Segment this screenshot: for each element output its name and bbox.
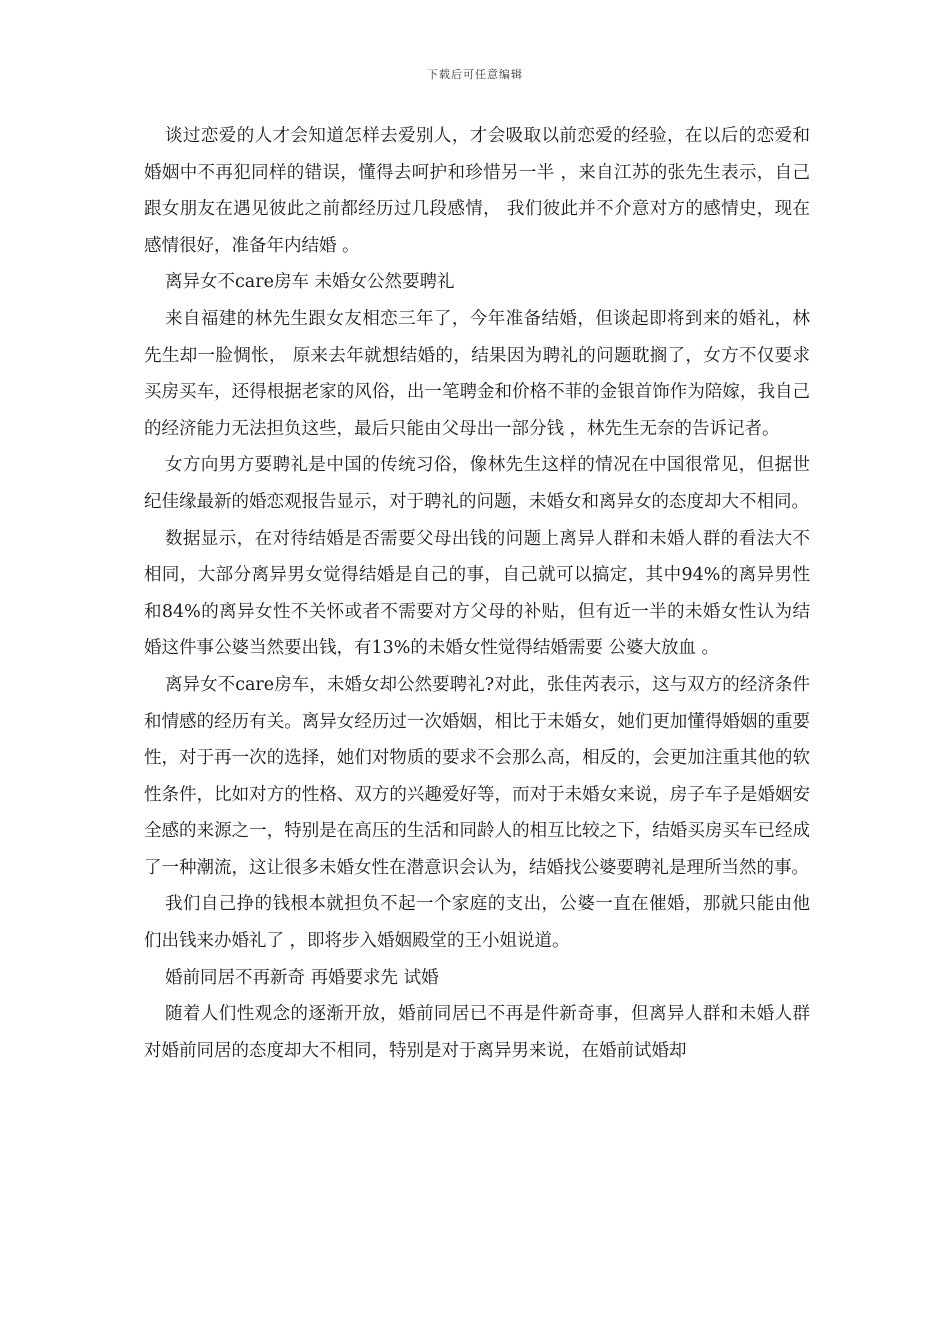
section-heading: 婚前同居不再新奇 再婚要求先 试婚 (165, 967, 439, 988)
paragraph: 来自福建的林先生跟女友相恋三年了，今年准备结婚，但谈起即将到来的婚礼，林先生却一脸惆怅， 原来去年就想结婚的，结果因为聘礼的问题耽搁了，女方不仅要求买房买车，还得根据老家的风俗，出一笔聘金和价格不菲的金银首饰作为陪嫁，我自己的经济能力无法担负这些，最后只能由父母出一部分钱 ，林先生无奈的告诉记者。 (144, 308, 810, 439)
page-header: 下载后可任意编辑 (427, 68, 523, 81)
paragraph: 离异女不care房车，未婚女却公然要聘礼?对此，张佳芮表示，这与双方的经济条件和情感的经历有关。离异女经历过一次婚姻，相比于未婚女，她们更加懂得婚姻的重要性，对于再一次的选择，她们对物质的要求不会那么高，相反的，会更加注重其他的软性条件，比如对方的性格、双方的兴趣爱好等，而对于未婚女来说，房子车子是婚姻安全感的来源之一，特别是在高压的生活和同龄人的相互比较之下，结婚买房买车已经成了一种潮流，这让很多未婚女性在潜意识会认为，结婚找公婆要聘礼是理所当然的事。 (144, 674, 810, 878)
paragraph: 我们自己挣的钱根本就担负不起一个家庭的支出，公婆一直在催婚，那就只能由他们出钱来办婚礼了 ，即将步入婚姻殿堂的王小姐说道。 (144, 894, 810, 952)
paragraph: 数据显示，在对待结婚是否需要父母出钱的问题上离异人群和未婚人群的看法大不相同，大部分离异男女觉得结婚是自己的事，自己就可以搞定，其中94%的离异男性和84%的离异女性不关怀或者不需要对方父母的补贴，但有近一半的未婚女性认为结婚这件事公婆当然要出钱，有13%的未婚女性觉得结婚需要 公婆大放血 。 (144, 528, 810, 659)
paragraph: 谈过恋爱的人才会知道怎样去爱别人，才会吸取以前恋爱的经验，在以后的恋爱和婚姻中不再犯同样的错误，懂得去呵护和珍惜另一半 ，来自江苏的张先生表示，自己跟女朋友在遇见彼此之前都经历过几段感情， 我们彼此并不介意对方的感情史，现在感情很好，准备年内结婚 。 (144, 126, 810, 256)
section-heading: 离异女不care房车 未婚女公然要聘礼 (165, 272, 455, 293)
document-body (144, 118, 810, 1069)
paragraph: 女方向男方要聘礼是中国的传统习俗，像林先生这样的情况在中国很常见，但据世纪佳缘最新的婚恋观报告显示，对于聘礼的问题，未婚女和离异女的态度却大不相同。 (144, 455, 810, 512)
paragraph: 随着人们性观念的逐渐开放，婚前同居已不再是件新奇事，但离异人群和未婚人群对婚前同居的态度却大不相同，特别是对于离异男来说，在婚前试婚却 (144, 1004, 810, 1061)
